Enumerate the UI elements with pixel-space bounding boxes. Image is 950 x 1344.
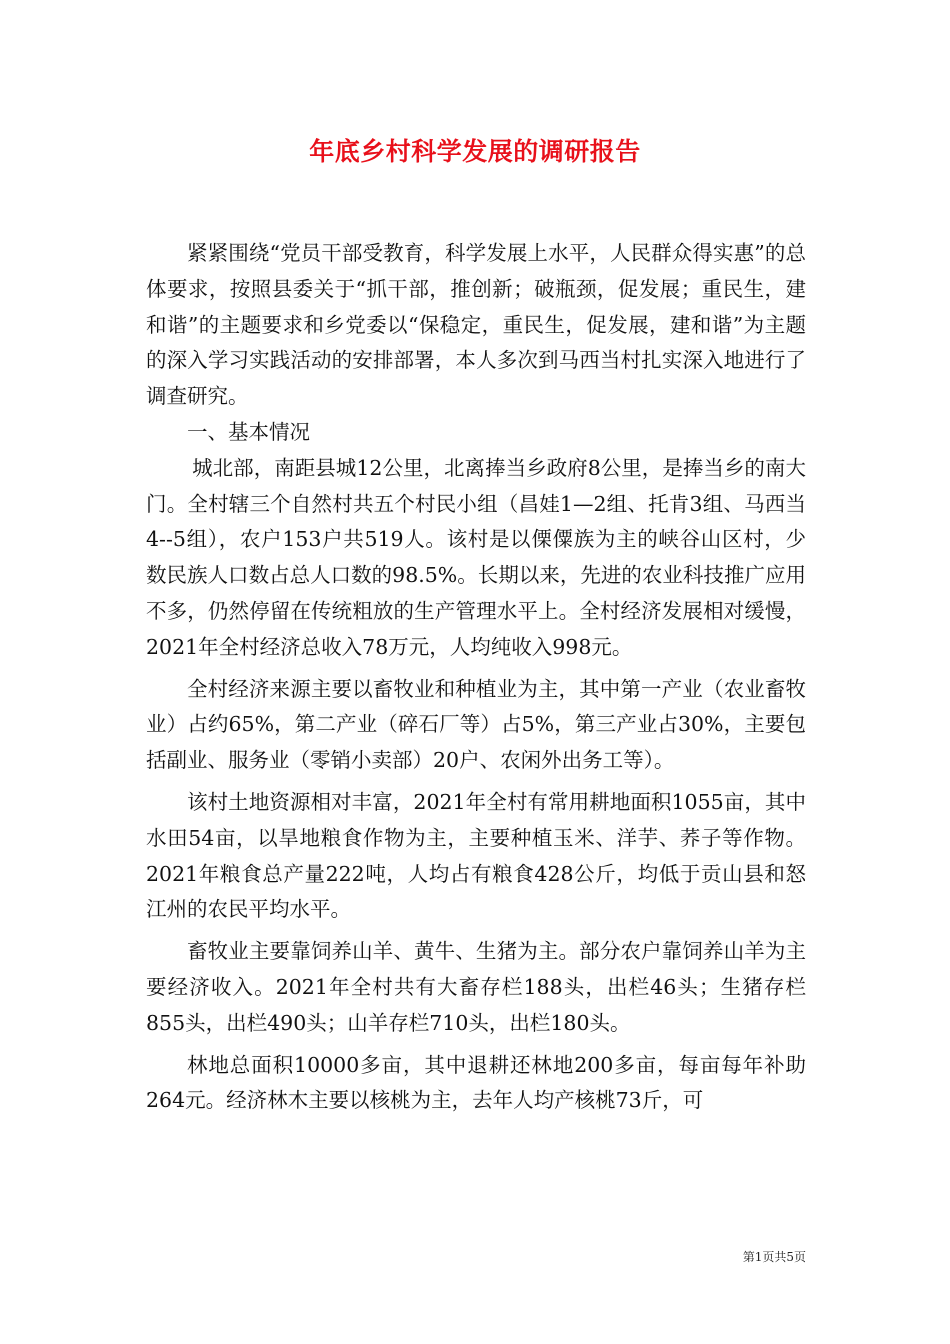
paragraph-intro: 紧紧围绕“党员干部受教育，科学发展上水平，人民群众得实惠”的总体要求，按照县委关于“抓干部，推创新；破瓶颈，促发展；重民生，建和谐”的主题要求和乡党委以“保稳定，重民生，促发展，建和谐”为主题的深入学习实践活动的安排部署，本人多次到马西当村扎实深入地进行了调查研究。: [146, 241, 806, 409]
paragraph-forest-land: 林地总面积10000多亩，其中退耕还林地200多亩，每亩每年补助264元。经济林木主要以核桃为主，去年人均产核桃73斤，可: [146, 1052, 806, 1113]
page-number: 第1页共5页: [742, 1250, 806, 1264]
section-heading-basic-situation: 一、基本情况: [187, 419, 310, 444]
paragraph-village-overview: 城北部，南距县城12公里，北离捧当乡政府8公里，是捧当乡的南大门。全村辖三个自然村共五个村民小组（昌娃1—2组、托肯3组、马西当4--5组），农户153户共519人。该村是以傈僳族为主的峡谷山区村，少数民族人口数占总人口数的98.5%。长期以来，先进的农业科技推广应用不多，仍然停留在传统粗放的生产管理水平上。全村经济发展相对缓慢，2021年全村经济总收入78万元，人均纯收入998元。: [146, 455, 806, 659]
paragraph-livestock: 畜牧业主要靠饲养山羊、黄牛、生猪为主。部分农户靠饲养山羊为主要经济收入。2021年全村共有大畜存栏188头，出栏46头；生猪存栏855头，出栏490头；山羊存栏710头，出栏180头。: [146, 939, 806, 1035]
document-title: 年底乡村科学发展的调研报告: [309, 137, 641, 166]
paragraph-economy-sources: 全村经济来源主要以畜牧业和种植业为主，其中第一产业（农业畜牧业）占约65%，第二产业（碎石厂等）占5%，第三产业占30%，主要包括副业、服务业（零销小卖部）20户、农闲外出务工等）。: [146, 676, 806, 773]
paragraph-land-resources: 该村土地资源相对丰富，2021年全村有常用耕地面积1055亩，其中水田54亩，以旱地粮食作物为主，主要种植玉米、洋芋、荞子等作物。2021年粮食总产量222吨，人均占有粮食428公斤，均低于贡山县和怒江州的农民平均水平。: [146, 789, 806, 922]
document-body: [146, 236, 806, 1119]
